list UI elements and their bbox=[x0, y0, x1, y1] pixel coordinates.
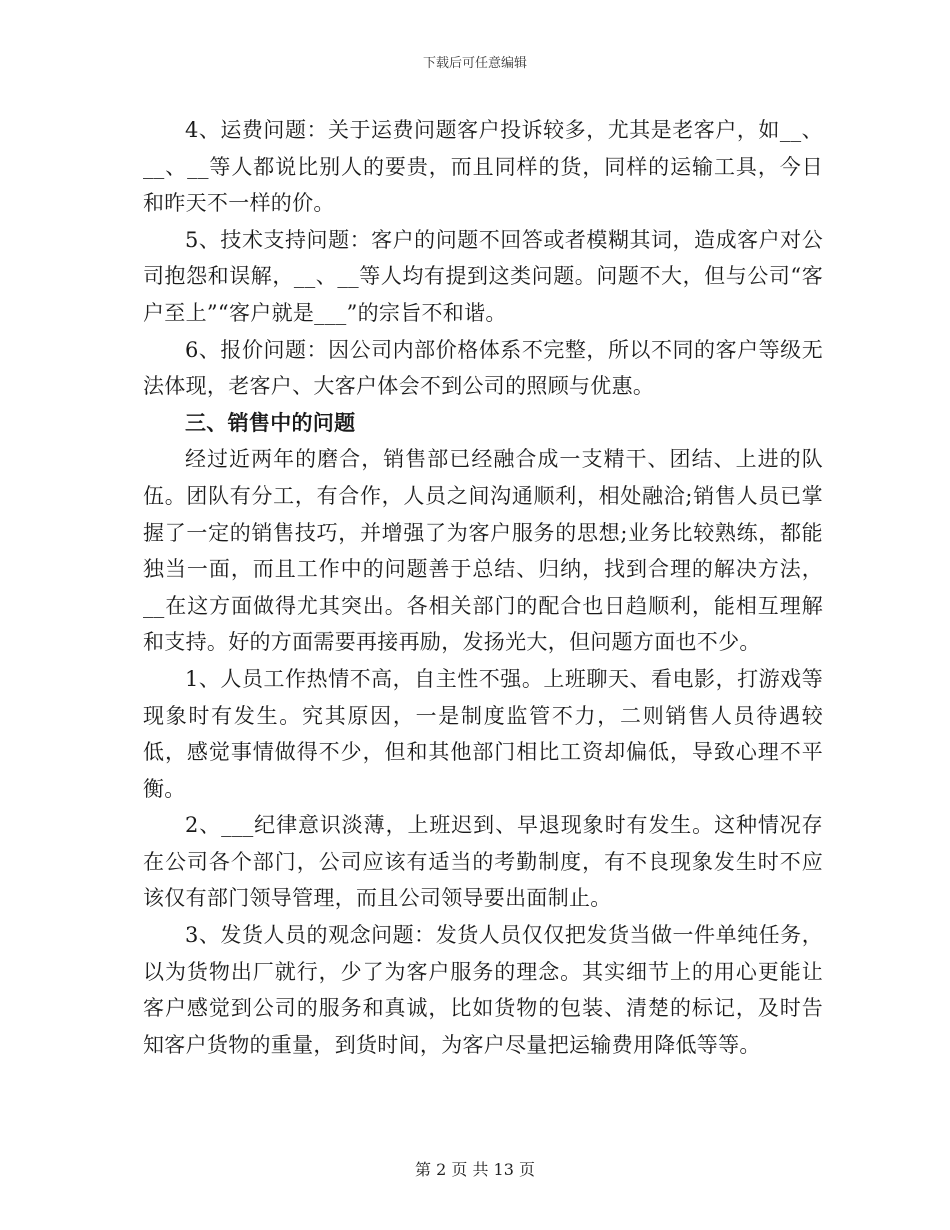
paragraph-freight-issue: 4、运费问题：关于运费问题客户投诉较多，尤其是老客户，如__、__、__等人都说比别人的要贵，而且同样的货，同样的运输工具，今日和昨天不一样的价。 bbox=[143, 118, 823, 216]
section-heading: 三、销售中的问题 bbox=[185, 409, 356, 435]
paragraph-discipline: 2、___纪律意识淡薄，上班迟到、早退现象时有发生。这种情况存在公司各个部门，公司应该有适当的考勤制度，有不良现象发生时不应该仅有部门领导管理，而且公司领导要出面制止。 bbox=[143, 813, 823, 911]
paragraph-shipping-staff: 3、发货人员的观念问题：发货人员仅仅把发货当做一件单纯任务，以为货物出厂就行，少了为客户服务的理念。其实细节上的用心更能让客户感觉到公司的服务和真诚，比如货物的包装、清楚的标记，及时告知客户货物的重量，到货时间，为客户尽量把运输费用降低等等。 bbox=[143, 923, 823, 1057]
paragraph-tech-support-issue: 5、技术支持问题：客户的问题不回答或者模糊其词，造成客户对公司抱怨和误解，__、__等人均有提到这类问题。问题不大，但与公司“客户至上”“客户就是___”的宗旨不和谐。 bbox=[143, 227, 823, 325]
page-number: 第 2 页 共 13 页 bbox=[415, 1160, 535, 1179]
paragraph-sales-overview: 经过近两年的磨合，销售部已经融合成一支精干、团结、上进的队伍。团队有分工，有合作，人员之间沟通顺利，相处融洽;销售人员已掌握了一定的销售技巧，并增强了为客户服务的思想;业务比较熟练，都能独当一面，而且工作中的问题善于总结、归纳，找到合理的解决方法，__在这方面做得尤其突出。各相关部门的配合也日趋顺利，能相互理解和支持。好的方面需要再接再励，发扬光大，但问题方面也不少。 bbox=[143, 447, 823, 655]
paragraph-quotation-issue: 6、报价问题：因公司内部价格体系不完整，所以不同的客户等级无法体现，老客户、大客户体会不到公司的照顾与优惠。 bbox=[143, 337, 823, 399]
page-header-note: 下载后可任意编辑 bbox=[422, 56, 527, 71]
paragraph-staff-enthusiasm: 1、人员工作热情不高，自主性不强。上班聊天、看电影，打游戏等现象时有发生。究其原因，一是制度监管不力，二则销售人员待遇较低，感觉事情做得不少，但和其他部门相比工资却偏低，导致心理不平衡。 bbox=[143, 666, 823, 801]
document-body bbox=[143, 112, 823, 1063]
